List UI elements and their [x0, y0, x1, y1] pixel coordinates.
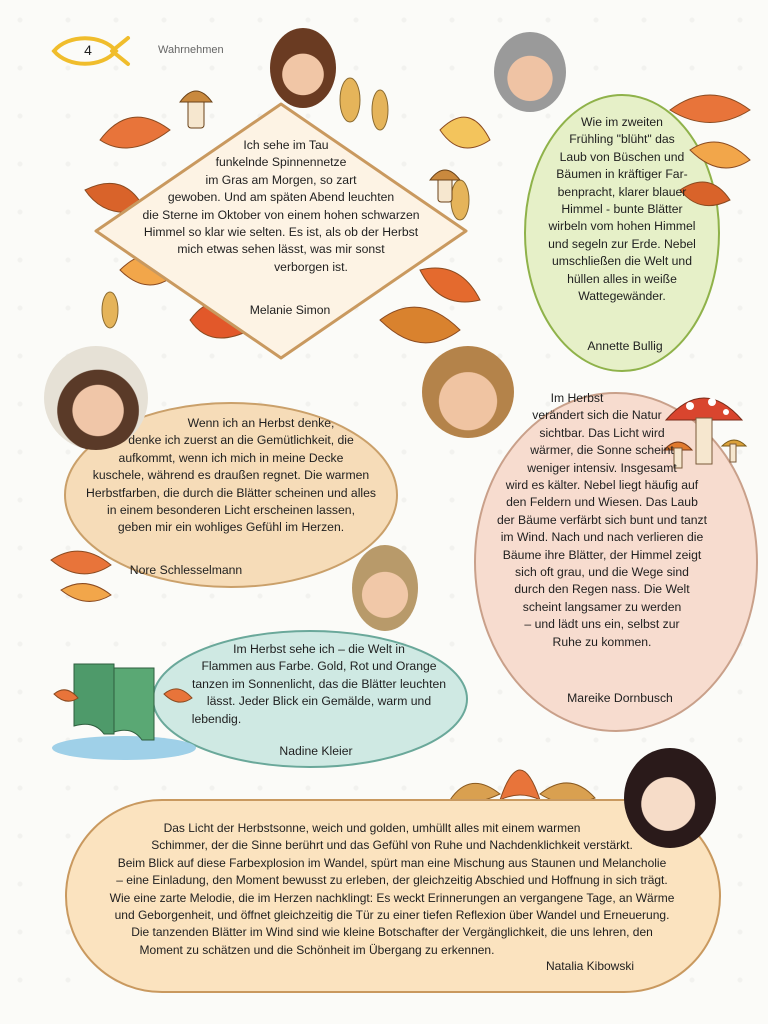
- quote-line: sichtbar. Das Licht wird: [539, 425, 665, 440]
- quote-line: in einem besonderen Licht erscheinen lassen,: [107, 503, 355, 518]
- author-nore: Nore Schlesselmann: [129, 563, 243, 577]
- quote-line: wird es kälter. Nebel liegt häufig auf: [505, 478, 699, 493]
- quote-line: – eine Einladung, den Moment bewusst zu erleben, der gleichzeitig Abschied und Hoffnung in sich trägt.: [116, 873, 668, 888]
- quote-line: Ich sehe im Tau: [243, 138, 329, 152]
- quote-line: Wie im zweiten: [581, 115, 663, 129]
- quote-line: geben mir ein wohliges Gefühl im Herzen.: [117, 520, 345, 535]
- quote-line: Wenn ich an Herbst denke,: [187, 416, 335, 430]
- quote-line: wirbeln vom hohen Himmel: [548, 219, 696, 234]
- quote-line: – und lädt uns ein, selbst zur: [524, 617, 680, 632]
- section-title: Wahrnehmen: [158, 44, 224, 56]
- quote-line: Wie eine zarte Melodie, die im Herzen nachklingt: Es weckt Erinnerungen an vergangene Tage, an Wärme: [109, 890, 675, 905]
- quote-line: lässt. Jeder Blick ein Gemälde, warm und: [206, 694, 432, 709]
- quote-line: hüllen alles in weiße: [567, 271, 677, 286]
- quote-line: lebendig.: [191, 711, 242, 726]
- quote-line: benpracht, klarer blauer: [557, 184, 687, 199]
- author-mareike: Mareike Dornbusch: [567, 691, 673, 705]
- avatar-natalia: [624, 748, 716, 848]
- avatar-melanie: [270, 28, 336, 108]
- quote-line: Schimmer, der die Sinne berührt und das Gefühl von Ruhe und Nachdenklichkeit verstärkt.: [151, 838, 633, 853]
- quote-line: umschließen die Welt und: [551, 254, 692, 269]
- quote-line: tanzen im Sonnenlicht, das die Blätter leuchten: [191, 676, 447, 691]
- author-melanie: Melanie Simon: [249, 303, 331, 317]
- quote-line: aufkommt, wenn ich mich in meine Decke: [118, 450, 344, 465]
- quote-line: der Bäume verfärbt sich bunt und tanzt: [496, 512, 707, 527]
- author-nadine: Nadine Kleier: [279, 744, 353, 758]
- quote-line: Herbstfarben, die durch die Blätter scheinen und alles: [86, 485, 376, 500]
- avatar-annette: [494, 32, 566, 112]
- quote-line: und segeln zur Erde. Nebel: [548, 236, 696, 251]
- quote-line: scheint langsamer zu werden: [522, 599, 682, 614]
- quote-line: verändert sich die Natur: [532, 408, 662, 423]
- quote-line: mich etwas sehen lässt, was mir sonst: [177, 242, 385, 257]
- quote-line: Im Herbst sehe ich – die Welt in: [233, 642, 405, 656]
- avatar-nadine: [352, 545, 418, 631]
- quote-line: Flammen aus Farbe. Gold, Rot und Orange: [201, 659, 437, 674]
- quote-line: den Feldern und Wiesen. Das Laub: [506, 495, 698, 510]
- quote-line: Himmel - bunte Blätter: [561, 202, 683, 217]
- quote-line: Ruhe zu kommen.: [552, 634, 652, 649]
- quote-line: Bäume ihre Blätter, der Himmel zeigt: [502, 547, 702, 562]
- quote-line: Laub von Büschen und: [559, 149, 685, 164]
- leaf-decoration: [46, 540, 126, 610]
- quote-line: Frühling "blüht" das: [569, 132, 675, 147]
- melanie-quote: [100, 137, 462, 276]
- quote-line: im Gras am Morgen, so zart: [205, 172, 357, 187]
- quote-line: funkelnde Spinnennetze: [215, 155, 347, 170]
- quote-line: die Sterne im Oktober von einem hohen schwarzen: [142, 207, 420, 222]
- quote-line: Wattegewänder.: [578, 289, 666, 304]
- avatar-mareike: [422, 346, 514, 438]
- quote-line: sich oft grau, und die Wege sind: [515, 565, 689, 580]
- quote-line: denke ich zuerst an die Gemütlichkeit, die: [128, 433, 354, 448]
- quote-line: Himmel so klar wie selten. Es ist, als ob der Herbst: [143, 225, 419, 240]
- quote-line: Beim Blick auf diese Farbexplosion im Wandel, spürt man eine Mischung aus Staunen und Melancholie: [117, 855, 667, 870]
- quote-line: kuschele, während es draußen regnet. Die warmen: [92, 468, 370, 483]
- nadine-quote: [176, 641, 462, 728]
- quote-line: wärmer, die Sonne scheint: [530, 443, 674, 458]
- mareike-quote: [484, 390, 720, 651]
- annette-quote: [538, 114, 706, 305]
- quote-line: Bäumen in kräftiger Far-: [556, 167, 688, 182]
- natalia-quote: [72, 820, 712, 959]
- page-number: 4: [84, 42, 92, 58]
- author-annette: Annette Bullig: [587, 339, 663, 353]
- author-natalia: Natalia Kibowski: [545, 959, 635, 973]
- quote-line: Moment zu schätzen und die Schönheit im Übergang zu erkennen.: [139, 942, 495, 957]
- quote-line: im Wind. Nach und nach verlieren die: [500, 530, 704, 545]
- quote-line: weniger intensiv. Insgesamt: [527, 460, 677, 475]
- quote-line: verborgen ist.: [274, 259, 348, 274]
- quote-line: Im Herbst: [550, 391, 604, 405]
- avatar-nore: [44, 346, 148, 450]
- quote-line: durch den Regen nass. Die Welt: [514, 582, 690, 597]
- quote-line: und Geborgenheit, und öffnet gleichzeitig die Tür zu einer tiefen Reflexion über Wandel und Erneuerung.: [114, 908, 670, 923]
- quote-line: gewoben. Und am späten Abend leuchten: [167, 190, 395, 205]
- quote-line: Das Licht der Herbstsonne, weich und golden, umhüllt alles mit einem warmen: [163, 821, 581, 835]
- quote-line: Die tanzenden Blätter im Wind sind wie kleine Botschafter der Vergänglichkeit, die uns lehren, den: [131, 925, 653, 940]
